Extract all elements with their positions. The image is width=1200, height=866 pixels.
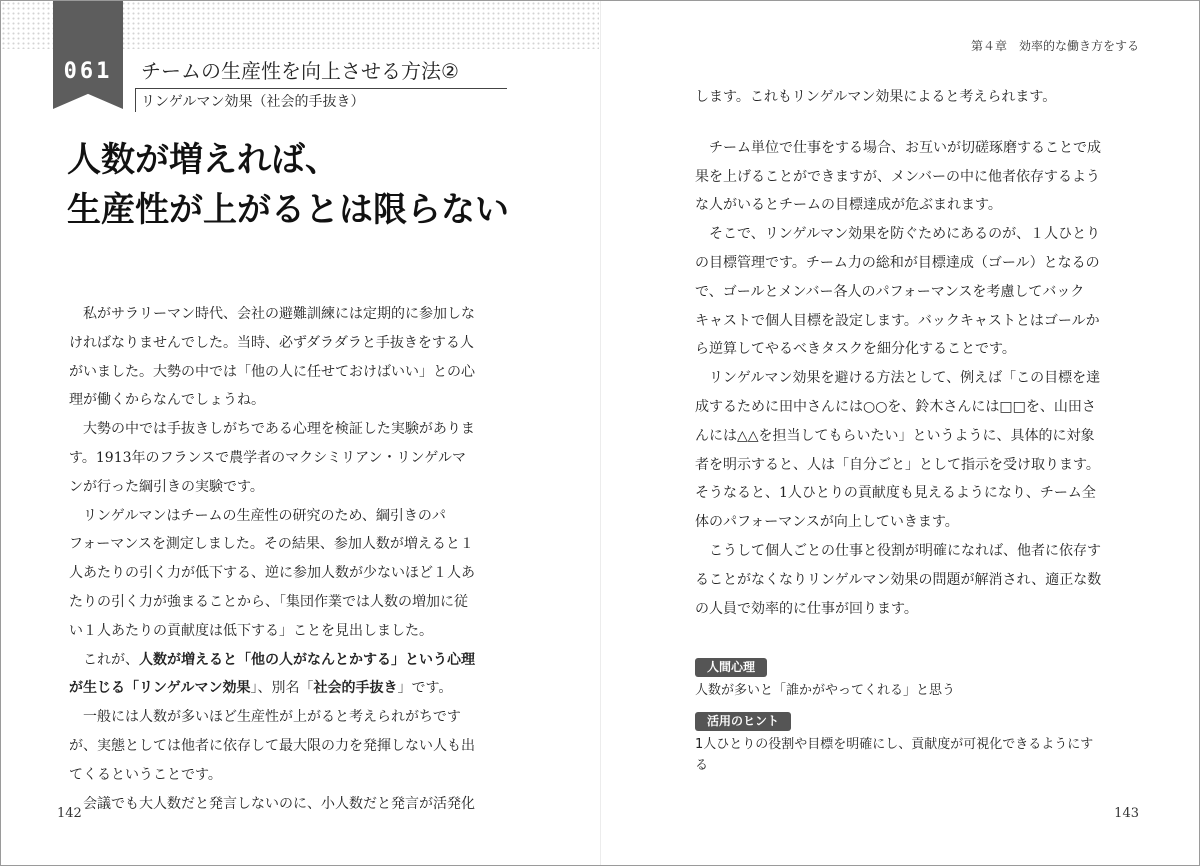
body-line: ンが行った綱引きの実験です。: [69, 478, 264, 495]
body-line: 一般には人数が多いほど生産性が上がると考えられがちです: [69, 709, 461, 726]
body-line: 私がサラリーマン時代、会社の避難訓練には定期的に参加しな: [69, 306, 475, 322]
emphasis-bold: 人数が増えると「他の人がなんとかする」という心理: [139, 651, 475, 668]
hint-line: 1人ひとりの役割や目標を明確にし、貢献度が可視化できるようにす: [695, 737, 1094, 752]
body-line: がいました。大勢の中では「他の人に任せておけばいい」との心: [69, 363, 475, 380]
body-line: 大勢の中では手抜きしがちである心理を検証した実験がありま: [69, 421, 475, 438]
body-line: リンゲルマン効果を避ける方法として、例えば「この目標を達: [695, 370, 1101, 387]
psychology-label: 人間心理: [695, 658, 767, 677]
psychology-line: 人数が多いと「誰かがやってくれる」と思う: [695, 683, 956, 698]
page-number-left: 142: [57, 806, 82, 821]
body-line: 果を上げることができますが、メンバーの中に他者依存するよう: [695, 168, 1101, 185]
hint-text: [695, 734, 1155, 776]
emphasis-bold: が生じる「リンゲルマン効果: [69, 680, 251, 697]
section-number: 061: [63, 59, 113, 84]
emphasis-bold: 社会的手抜き: [313, 680, 398, 697]
body-line: こうして個人ごとの仕事と役割が明確になれば、他者に依存す: [695, 542, 1101, 559]
body-line: 成するために田中さんには○○を、鈴木さんには□□を、山田さ: [695, 398, 1096, 415]
left-page: [1, 1, 601, 865]
headline-line: 生産性が上がるとは限らない: [67, 190, 509, 230]
body-line: んには△△を担当してもらいたい」というように、具体的に対象: [695, 427, 1095, 444]
body-line: の目標管理です。チーム力の総和が目標達成（ゴール）となるの: [695, 254, 1100, 271]
body-line: 会議でも大人数だと発言しないのに、小人数だと発言が活発化: [69, 795, 475, 812]
body-line: ることがなくなりリンゲルマン効果の問題が解消され、適正な数: [695, 571, 1102, 588]
body-line: 人あたりの引く力が低下する、逆に参加人数が少ないほど１人あ: [69, 565, 475, 582]
section-subtitle: リンゲルマン効果（社会的手抜き）: [141, 94, 365, 110]
body-line: キャストで個人目標を設定します。バックキャストとはゴールか: [695, 312, 1100, 329]
body-line: な人がいるとチームの目標達成が危ぶまれます。: [695, 197, 1002, 214]
body-line: ければなりませんでした。当時、必ずダラダラと手抜きをする人: [69, 334, 474, 351]
emphasis-pre: これが、: [69, 651, 139, 668]
body-line: そうなると、1人ひとりの貢献度も見えるようになり、チーム全: [695, 485, 1096, 502]
body-line: します。これもリンゲルマン効果によると考えられます。: [695, 89, 1057, 105]
body-line: そこで、リンゲルマン効果を防ぐためにあるのが、１人ひとり: [695, 226, 1101, 243]
body-line: フォーマンスを測定しました。その結果、参加人数が増えると１: [69, 536, 474, 553]
body-line: い１人あたりの貢献度は低下する」ことを見出しました。: [69, 622, 433, 639]
right-page: [601, 1, 1199, 865]
headline-line: 人数が増えれば、: [67, 140, 339, 180]
body-line: リンゲルマンはチームの生産性の研究のため、綱引きのパ: [69, 507, 446, 524]
hint-label: 活用のヒント: [695, 712, 791, 731]
body-line: が、実態としては他者に依存して最大限の力を発揮しない人も出: [69, 737, 475, 754]
section-title: チームの生産性を向上させる方法②: [141, 59, 459, 83]
body-line: 理が働くからなんでしょうね。: [69, 392, 265, 409]
section-title-rule: [135, 88, 507, 89]
body-line: ら逆算してやるべきタスクを細分化することです。: [695, 341, 1016, 358]
body-line: の人員で効率的に仕事が回ります。: [695, 600, 918, 617]
hint-line: る: [695, 758, 709, 773]
body-line: チーム単位で仕事をする場合、お互いが切磋琢磨することで成: [695, 139, 1101, 156]
body-line: す。1913年のフランスで農学者のマクシミリアン・リンゲルマ: [69, 449, 466, 466]
emphasis-mid: 」、別名「: [250, 680, 314, 697]
emphasis-line: [69, 646, 509, 675]
body-line: 者を明示すると、人は「自分ごと」として指示を受け取ります。: [695, 456, 1100, 473]
body-line: で、ゴールとメンバー各人のパフォーマンスを考慮してバック: [695, 283, 1085, 300]
body-line: てくるということです。: [69, 766, 222, 783]
body-line: たりの引く力が強まることから、「集団作業では人数の増加に従: [69, 593, 468, 610]
body-line: 体のパフォーマンスが向上していきます。: [695, 514, 959, 531]
emphasis-line: [69, 674, 509, 703]
paragraph-gap: [695, 112, 1145, 134]
right-body-text: [695, 83, 1145, 623]
section-ribbon: [53, 1, 123, 109]
chapter-label: 第４章 効率的な働き方をする: [970, 39, 1139, 53]
section-title-rule-tick: [135, 88, 136, 112]
left-body-text: [69, 300, 509, 818]
emphasis-post: 」です。: [397, 680, 453, 697]
psychology-text: [695, 680, 1155, 701]
headline: [67, 135, 587, 235]
page-number-right: 143: [1114, 806, 1139, 821]
